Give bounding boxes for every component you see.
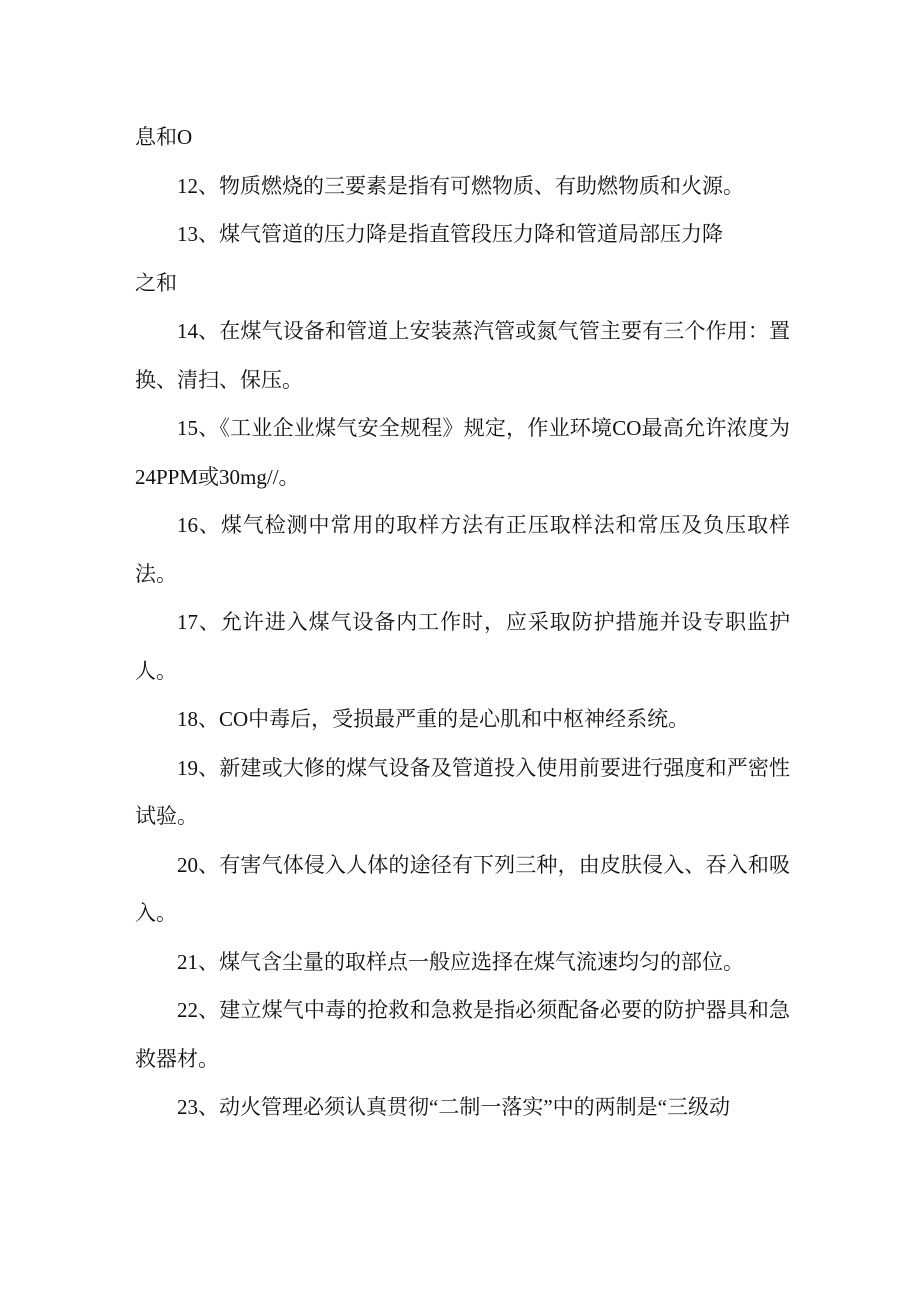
paragraph-item-15: 15、《工业企业煤气安全规程》规定，作业环境CO最高允许浓度为24PPM或30mg//。 bbox=[135, 416, 790, 489]
paragraph-item-16: 16、煤气检测中常用的取样方法有正压取样法和常压及负压取样法。 bbox=[135, 513, 790, 586]
paragraph-item-20: 20、有害气体侵入人体的途径有下列三种，由皮肤侵入、吞入和吸入。 bbox=[135, 852, 790, 925]
paragraph-fragment: 息和O bbox=[135, 125, 193, 149]
paragraph-item-13: 13、煤气管道的压力降是指直管段压力降和管道局部压力降 bbox=[177, 222, 723, 246]
paragraph-item-14: 14、在煤气设备和管道上安装蒸汽管或氮气管主要有三个作用：置换、清扫、保压。 bbox=[135, 319, 790, 392]
paragraph-item-17: 17、允许进入煤气设备内工作时，应采取防护措施并设专职监护人。 bbox=[135, 610, 790, 683]
paragraph-item-21: 21、煤气含尘量的取样点一般应选择在煤气流速均匀的部位。 bbox=[177, 949, 744, 974]
paragraph-item-22: 22、建立煤气中毒的抢救和急救是指必须配备必要的防护器具和急救器材。 bbox=[135, 998, 790, 1071]
paragraph-item-18: 18、CO中毒后，受损最严重的是心肌和中枢神经系统。 bbox=[177, 707, 690, 731]
paragraph-item-19: 19、新建或大修的煤气设备及管道投入使用前要进行强度和严密性试验。 bbox=[135, 755, 790, 828]
document-body bbox=[135, 113, 790, 1132]
paragraph-item-13-continuation: 之和 bbox=[135, 270, 177, 295]
paragraph-item-23: 23、动火管理必须认真贯彻“二制一落实”中的两制是“三级动 bbox=[177, 1095, 730, 1119]
paragraph-item-12: 12、物质燃烧的三要素是指有可燃物质、有助燃物质和火源。 bbox=[177, 173, 744, 198]
